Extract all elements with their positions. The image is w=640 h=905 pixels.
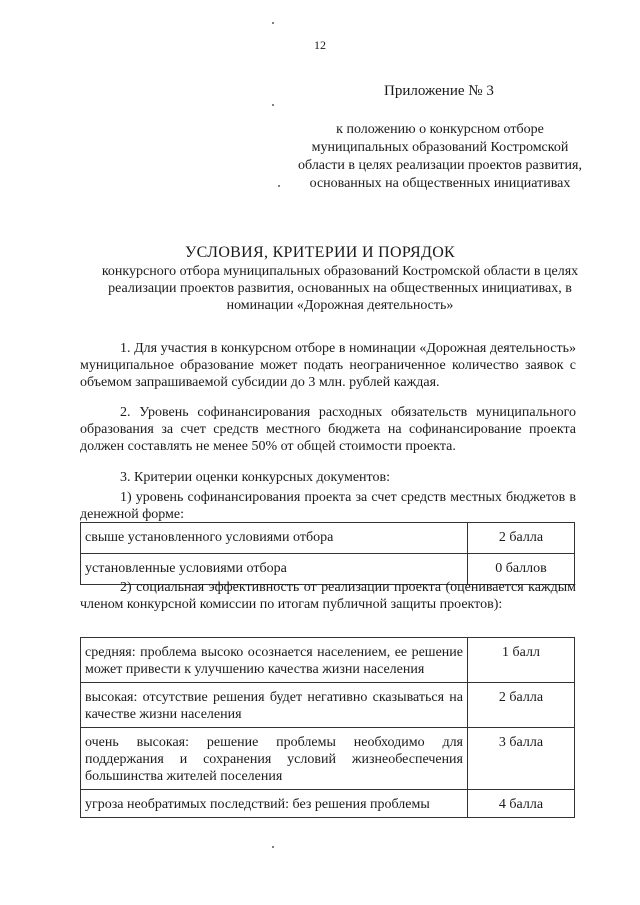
- criterion-cell: очень высокая: решение проблемы необходимо для поддержания и сохранения условий жизнеобеспечения большинства жителей поселения: [81, 728, 468, 790]
- social-efficiency-score-table: [80, 637, 575, 818]
- paragraph-3: 3. Критерии оценки конкурсных документов:: [120, 470, 390, 485]
- criterion-cell: средняя: проблема высоко осознается населением, ее решение может привести к улучшению качества жизни населения: [81, 638, 468, 683]
- page-number: 12: [314, 38, 326, 52]
- score-cell: 3 балла: [468, 728, 575, 790]
- paragraph-2: 2. Уровень софинансирования расходных обязательств муниципального образования за счет средств местного бюджета на софинансирование проекта должен составлять не менее 50% от общей стоимости проекта.: [80, 405, 576, 454]
- table-row: [81, 683, 575, 728]
- score-cell: 0 баллов: [468, 554, 575, 585]
- criterion-cell: свыше установленного условиями отбора: [81, 523, 468, 554]
- criterion-cell: установленные условиями отбора: [81, 554, 468, 585]
- cofinancing-score-table: [80, 522, 575, 585]
- score-cell: 2 балла: [468, 683, 575, 728]
- scan-speck: [272, 104, 274, 106]
- score-cell: 4 балла: [468, 790, 575, 818]
- table-row: [81, 638, 575, 683]
- paragraph-1: 1. Для участия в конкурсном отборе в номинации «Дорожная деятельность» муниципальное образование может подать неограниченное количество заявок с объемом запрашиваемой субсидии до 3 млн. рублей каждая.: [80, 341, 576, 390]
- table-row: [81, 790, 575, 818]
- table-row: [81, 523, 575, 554]
- table-row: [81, 728, 575, 790]
- scan-speck: [272, 846, 274, 848]
- document-title: УСЛОВИЯ, КРИТЕРИИ И ПОРЯДОК: [184, 244, 456, 261]
- document-subtitle: конкурсного отбора муниципальных образований Костромской области в целях реализации проектов развития, основанных на общественных инициативах, в номинации «Дорожная деятельность»: [101, 264, 579, 313]
- scan-speck: [278, 185, 280, 187]
- criterion-cell: угроза необратимых последствий: без решения проблемы: [81, 790, 468, 818]
- paragraph-criterion-2: 2) социальная эффективность от реализации проекта (оценивается каждым членом конкурсной комиссии по итогам публичной защиты проектов):: [80, 580, 576, 612]
- score-cell: 2 балла: [468, 523, 575, 554]
- scan-speck: [272, 22, 274, 24]
- criterion-cell: высокая: отсутствие решения будет негативно сказываться на качестве жизни населения: [81, 683, 468, 728]
- appendix-title: Приложение № 3: [384, 83, 494, 99]
- paragraph-criterion-1: 1) уровень софинансирования проекта за счет средств местных бюджетов в денежной форме:: [80, 490, 576, 522]
- score-cell: 1 балл: [468, 638, 575, 683]
- appendix-subtitle: к положению о конкурсном отборе муниципальных образований Костромской области в целях реализации проектов развития, основанных на общественных инициативах: [298, 122, 582, 191]
